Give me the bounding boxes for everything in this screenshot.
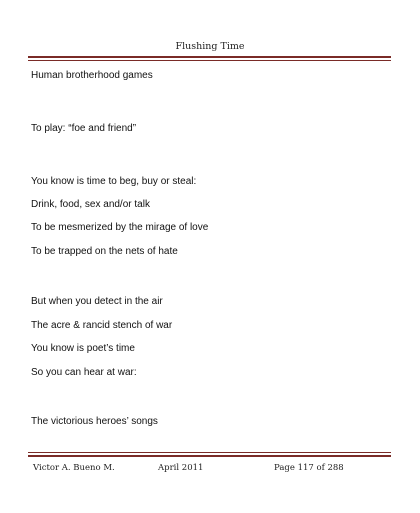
poem-line: The victorious heroes’ songs: [31, 416, 158, 427]
poem-line: But when you detect in the air: [31, 296, 163, 307]
poem-line: You know is poet’s time: [31, 343, 135, 354]
poem-line: To be mesmerized by the mirage of love: [31, 222, 209, 233]
footer-page-number: Page 117 of 288: [274, 463, 344, 473]
poem-line: To be trapped on the nets of hate: [31, 246, 178, 257]
poem-line: Drink, food, sex and/or talk: [31, 199, 150, 210]
poem-line: You know is time to beg, buy or steal:: [31, 176, 197, 187]
header-rule-thin: [28, 60, 391, 61]
poem-line: So you can hear at war:: [31, 367, 137, 378]
footer-date: April 2011: [158, 463, 204, 473]
poem-line: The acre & rancid stench of war: [31, 320, 173, 331]
footer-rule-thin: [28, 452, 391, 453]
footer-author: Victor A. Bueno M.: [33, 463, 115, 473]
header-rule-thick: [28, 56, 391, 58]
poem-line: Human brotherhood games: [31, 70, 153, 81]
footer-rule-thick: [28, 455, 391, 457]
running-header-title: Flushing Time: [175, 41, 245, 52]
poem-line: To play: “foe and friend”: [31, 123, 137, 134]
